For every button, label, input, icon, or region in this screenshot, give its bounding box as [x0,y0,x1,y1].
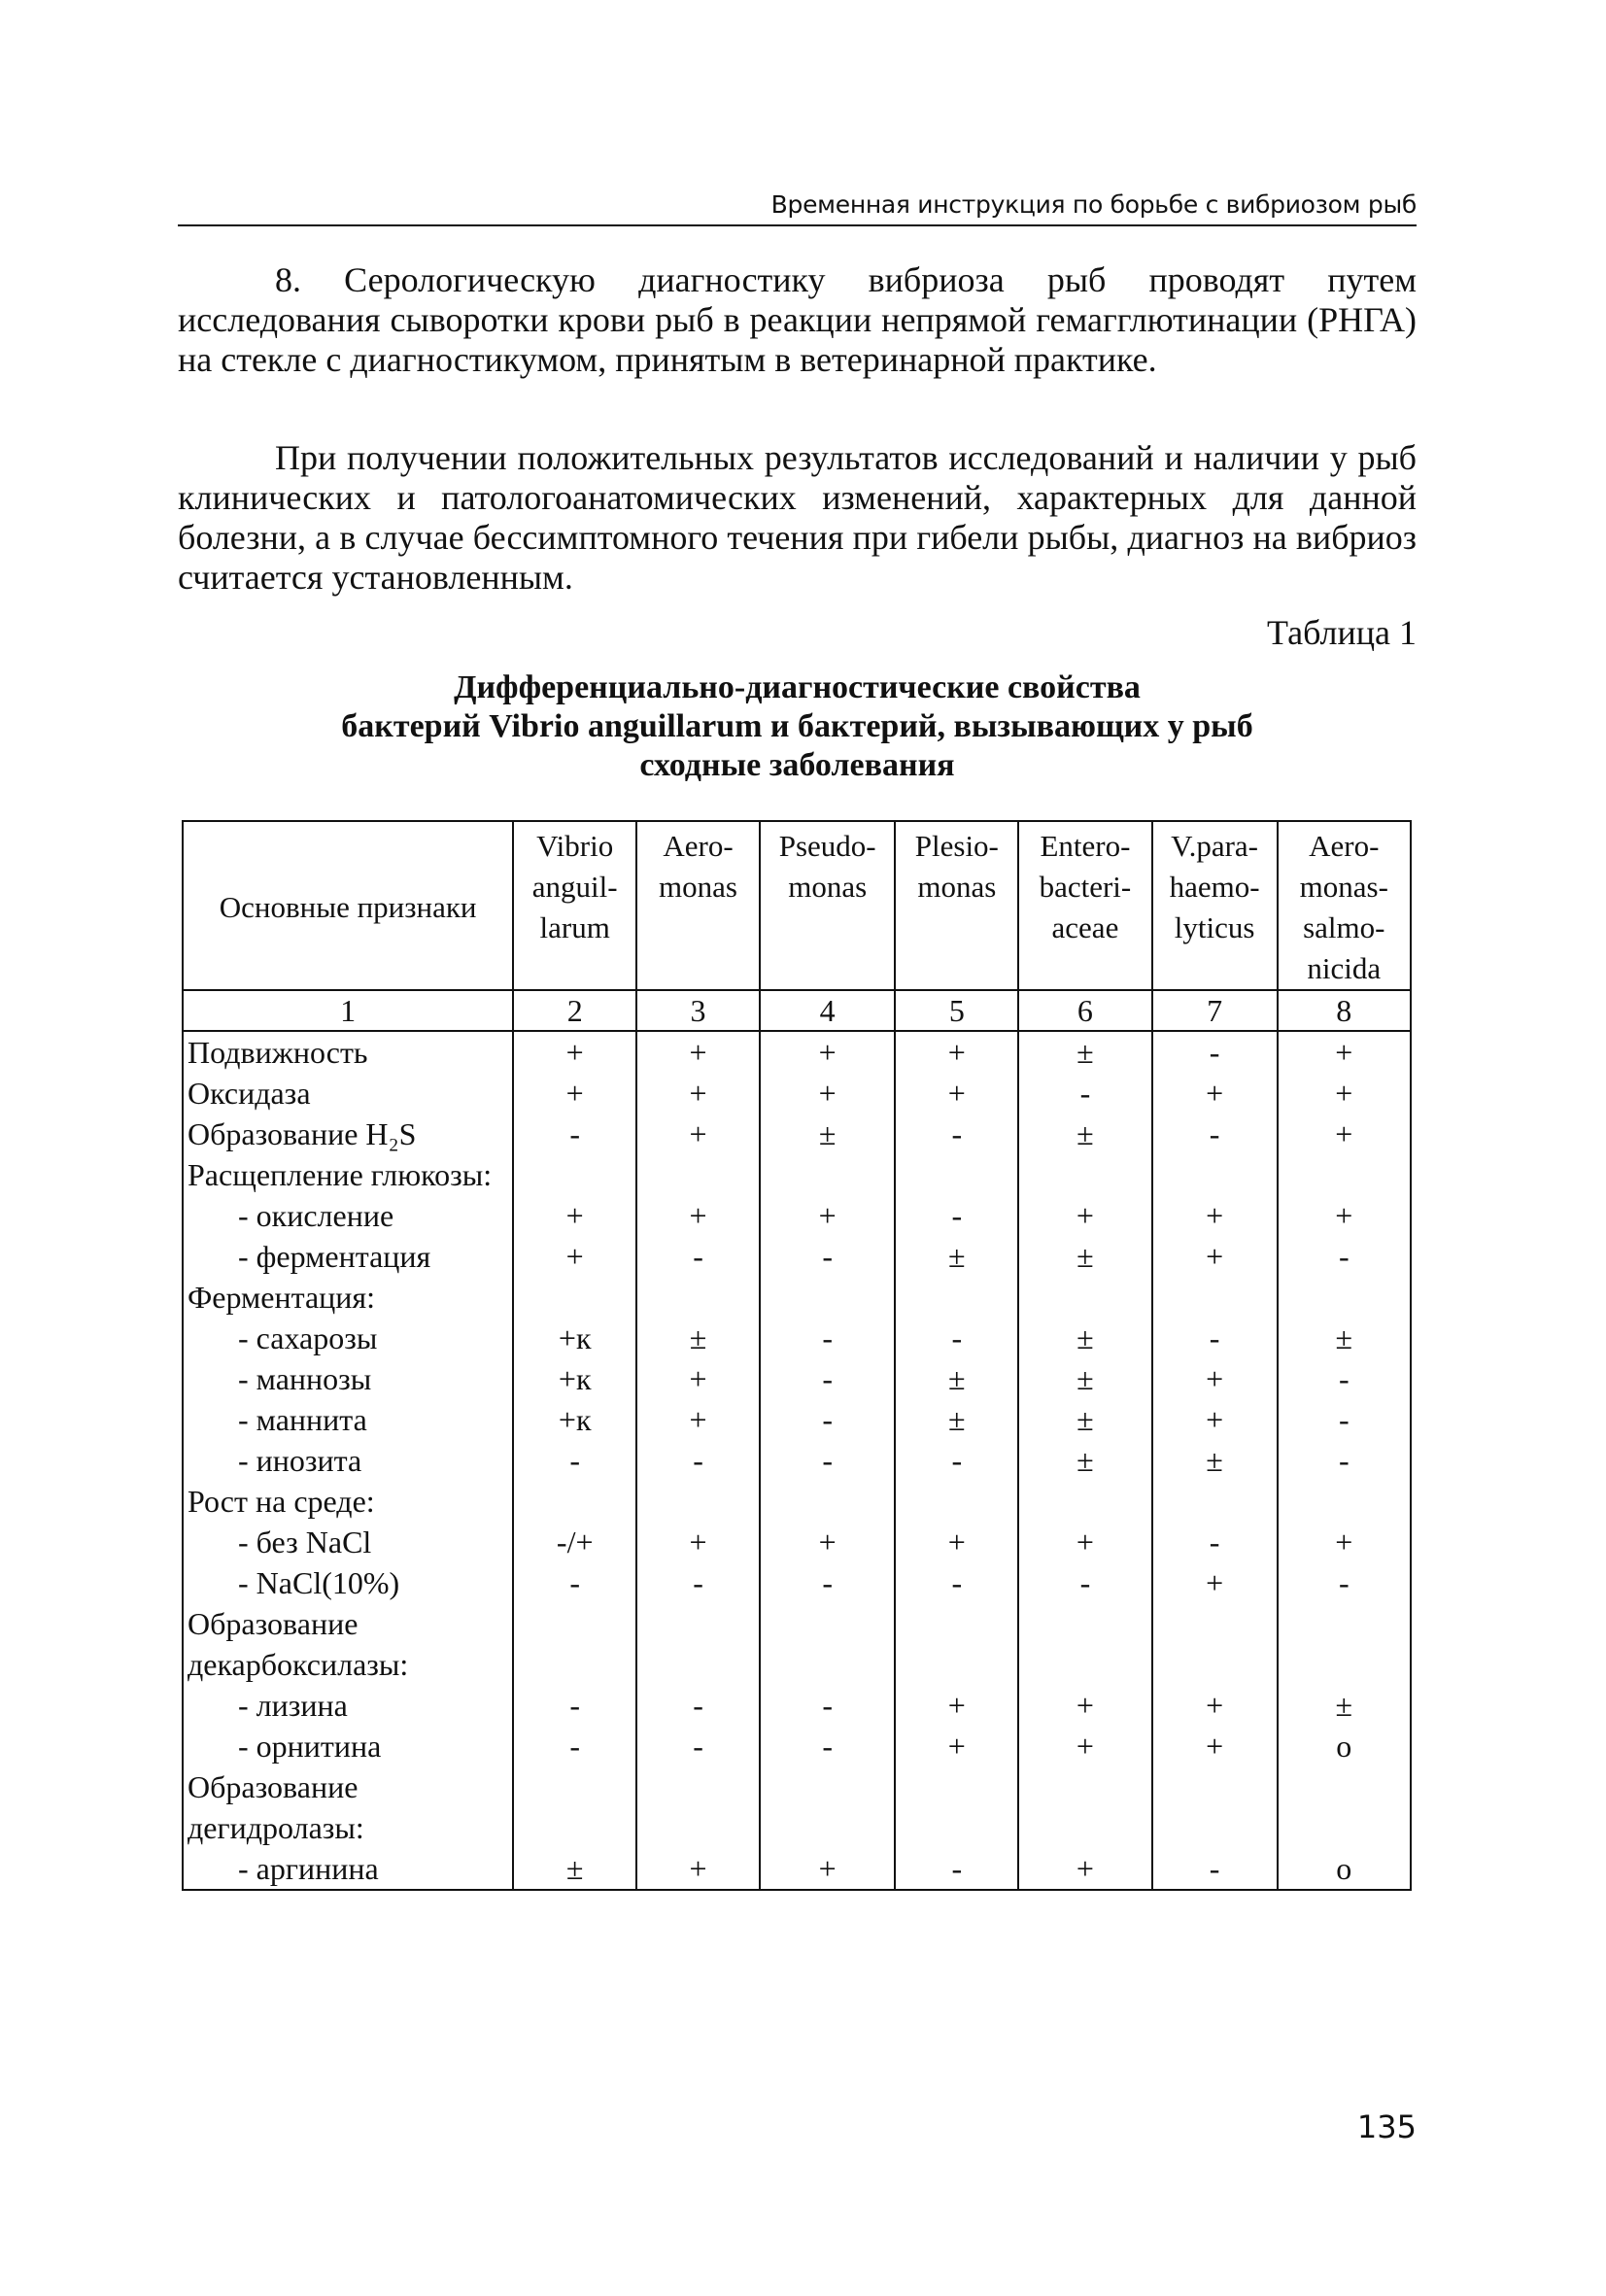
table-cell: - [636,1562,760,1603]
table-cell [895,1154,1018,1195]
table-cell: - [513,1685,636,1726]
table-cell: + [636,1073,760,1114]
table-cell [1278,1481,1411,1522]
table-cell: - [1152,1522,1278,1562]
table-cell: ± [760,1114,896,1154]
table-cell: + [895,1522,1018,1562]
row-label: - орнитина [183,1726,513,1766]
table-cell: ± [1278,1318,1411,1358]
table-cell: ± [1018,1318,1151,1358]
column-header: Aero-monas [636,821,760,990]
row-label: - NaCl(10%) [183,1562,513,1603]
table-cell: - [760,1318,896,1358]
table-title-line: сходные заболевания [639,747,955,783]
table-cell: + [760,1848,896,1890]
table-row [183,1154,1411,1195]
column-number: 8 [1278,990,1411,1031]
table-cell: + [895,1726,1018,1766]
row-label: - маннозы [183,1358,513,1399]
row-label: Оксидаза [183,1073,513,1114]
column-number: 1 [183,990,513,1031]
table-cell [513,1766,636,1848]
table-cell: - [760,1440,896,1481]
table-cell: + [1018,1195,1151,1236]
row-label: - маннита [183,1399,513,1440]
column-header: Aero-monas-salmo-nicida [1278,821,1411,990]
table-cell: - [895,1318,1018,1358]
row-label: - лизина [183,1685,513,1726]
column-header: Entero-bacteri-aceae [1018,821,1151,990]
table-cell: - [1018,1562,1151,1603]
table-row [183,1726,1411,1766]
table-cell [636,1154,760,1195]
table-cell: ± [1018,1440,1151,1481]
column-number: 5 [895,990,1018,1031]
table-cell: ± [1018,1399,1151,1440]
table-cell: - [760,1685,896,1726]
table-cell [760,1277,896,1318]
table-cell: - [1018,1073,1151,1114]
table-cell [1278,1766,1411,1848]
table-cell: ± [895,1399,1018,1440]
table-cell: + [1278,1114,1411,1154]
table-cell: - [895,1562,1018,1603]
table-cell: - [636,1685,760,1726]
table-cell [1152,1481,1278,1522]
table-cell: + [1152,1726,1278,1766]
paragraph-text: 8. Серологическую диагностику вибриоза рыб проводят путем исследования сыворотки крови рыб в реакции непрямой гемагглютинации (РНГА) на стекле с диагностикумом, принятым в ветеринарной практике. [178,260,1417,379]
table-row [183,1848,1411,1890]
table-cell: +к [513,1399,636,1440]
table-cell: + [1018,1726,1151,1766]
table-cell: - [1152,1318,1278,1358]
table-cell: - [1152,1031,1278,1073]
table-cell: + [636,1522,760,1562]
row-label: Образование декарбоксилазы: [183,1603,513,1685]
table-cell: +к [513,1358,636,1399]
table-cell: + [636,1114,760,1154]
table-cell: + [513,1073,636,1114]
table-cell [636,1481,760,1522]
table-title-line: бактерий Vibrio anguillarum и бактерий, вызывающих у рыб [341,708,1253,744]
table-cell: - [1278,1236,1411,1277]
table-cell: - [1152,1114,1278,1154]
row-label: - окисление [183,1195,513,1236]
column-number: 7 [1152,990,1278,1031]
table-row [183,1114,1411,1154]
table-cell [760,1154,896,1195]
table-cell: - [636,1236,760,1277]
row-label: - аргинина [183,1848,513,1890]
table-cell: -/+ [513,1522,636,1562]
table-cell: - [1152,1848,1278,1890]
table-cell: + [760,1195,896,1236]
table-cell: ± [1018,1114,1151,1154]
table-body [183,1031,1411,1890]
table-cell: + [1278,1522,1411,1562]
table-cell: - [760,1726,896,1766]
table-cell [636,1766,760,1848]
table-cell [760,1603,896,1685]
row-label: Подвижность [183,1031,513,1073]
table-cell: ± [513,1848,636,1890]
table-cell: ± [1018,1358,1151,1399]
row-label: - без NaCl [183,1522,513,1562]
column-number: 3 [636,990,760,1031]
table-cell: + [1278,1195,1411,1236]
table-cell: ± [1152,1440,1278,1481]
table-cell: +к [513,1318,636,1358]
table-title [178,668,1417,785]
table-cell [1018,1277,1151,1318]
table-cell [513,1277,636,1318]
table-row [183,1685,1411,1726]
table-cell: + [1152,1358,1278,1399]
table-cell: - [760,1358,896,1399]
table-cell: ± [895,1236,1018,1277]
table-cell [513,1481,636,1522]
row-label: Рост на среде: [183,1481,513,1522]
table-cell: + [636,1358,760,1399]
table-cell: ± [895,1358,1018,1399]
table-cell: + [1278,1073,1411,1114]
table-cell: - [760,1236,896,1277]
table-cell: + [1152,1236,1278,1277]
table-cell [895,1603,1018,1685]
column-number: 6 [1018,990,1151,1031]
table-cell: ± [636,1318,760,1358]
table-row [183,1236,1411,1277]
table-cell: + [513,1236,636,1277]
table-cell: + [513,1031,636,1073]
table-cell [636,1277,760,1318]
table-cell: + [636,1399,760,1440]
table-cell: + [760,1073,896,1114]
table-cell: + [760,1522,896,1562]
table-cell: о [1278,1726,1411,1766]
column-header: Основные признаки [183,821,513,990]
table-cell [1278,1154,1411,1195]
table-cell [1018,1766,1151,1848]
table-cell: + [1152,1685,1278,1726]
table-cell: ± [1278,1685,1411,1726]
table-cell: + [1152,1562,1278,1603]
table-cell: + [760,1031,896,1073]
table-cell: - [636,1440,760,1481]
column-header: Vibrio anguil-larum [513,821,636,990]
table-cell: + [1018,1522,1151,1562]
table-cell [895,1481,1018,1522]
table-header-row [183,821,1411,990]
row-label: Расщепление глюкозы: [183,1154,513,1195]
paragraph-diagnosis [178,438,1417,598]
paragraph-serology [178,260,1417,380]
table-cell: ± [1018,1031,1151,1073]
table-cell: - [760,1562,896,1603]
column-header: Pseudo-monas [760,821,896,990]
table-title-line: Дифференциально-диагностические свойства [454,669,1141,705]
page-number: 135 [1356,2108,1417,2145]
table-cell: + [895,1073,1018,1114]
table-row [183,1399,1411,1440]
table-cell [1018,1481,1151,1522]
table-cell: - [513,1726,636,1766]
table-cell: - [513,1562,636,1603]
column-header: Plesio-monas [895,821,1018,990]
table-cell: - [1278,1358,1411,1399]
table-cell [1278,1603,1411,1685]
table-row [183,1481,1411,1522]
table-row [183,1277,1411,1318]
table-cell: + [895,1685,1018,1726]
table-row [183,1440,1411,1481]
table-row [183,1073,1411,1114]
paragraph-text: При получении положительных результатов исследований и наличии у рыб клинических и патологоанатомических изменений, характерных для данной болезни, а в случае бессимптомного течения при гибели рыбы, диагноз на вибриоз считается установленным. [178,438,1417,597]
table-cell: о [1278,1848,1411,1890]
table-cell [895,1277,1018,1318]
table-cell [895,1766,1018,1848]
column-number: 2 [513,990,636,1031]
table-cell [1278,1277,1411,1318]
table-cell: - [636,1726,760,1766]
column-header: V.para-haemo-lyticus [1152,821,1278,990]
table-cell: ± [1018,1236,1151,1277]
differential-diagnostic-table [182,820,1412,1891]
table-cell: + [636,1031,760,1073]
running-header: Временная инструкция по борьбе с вибриозом рыб [178,190,1417,226]
row-label: - ферментация [183,1236,513,1277]
row-label: Образование дегидролазы: [183,1766,513,1848]
table-cell [1018,1154,1151,1195]
table-row [183,1603,1411,1685]
table-cell [513,1154,636,1195]
table-cell: + [513,1195,636,1236]
table-cell: + [636,1848,760,1890]
table-cell: + [895,1031,1018,1073]
table-cell [1018,1603,1151,1685]
table-label: Таблица 1 [1267,613,1417,652]
table-cell [760,1766,896,1848]
table-row [183,1562,1411,1603]
table-cell: - [513,1114,636,1154]
table-row [183,1766,1411,1848]
table-cell: - [1278,1440,1411,1481]
table-number-row [183,990,1411,1031]
table-cell: - [895,1195,1018,1236]
table-cell [1152,1154,1278,1195]
table-cell [1152,1277,1278,1318]
table-row [183,1031,1411,1073]
table-cell: - [1278,1399,1411,1440]
table-row [183,1195,1411,1236]
table-cell: + [1152,1399,1278,1440]
table-cell: + [636,1195,760,1236]
row-label: - инозита [183,1440,513,1481]
table-cell [760,1481,896,1522]
table-cell: - [895,1848,1018,1890]
row-label: Ферментация: [183,1277,513,1318]
table-cell: - [513,1440,636,1481]
row-label: - сахарозы [183,1318,513,1358]
table-cell: + [1018,1848,1151,1890]
table-cell: - [895,1114,1018,1154]
table-cell: - [760,1399,896,1440]
table-cell [1152,1603,1278,1685]
table-cell: + [1152,1195,1278,1236]
table-cell: + [1018,1685,1151,1726]
table-cell: + [1152,1073,1278,1114]
table-cell [1152,1766,1278,1848]
table-cell: + [1278,1031,1411,1073]
column-number: 4 [760,990,896,1031]
table-cell: - [895,1440,1018,1481]
table-cell [513,1603,636,1685]
row-label: Образование H₂S [183,1114,513,1154]
table-cell: - [1278,1562,1411,1603]
table-row [183,1358,1411,1399]
table-row [183,1522,1411,1562]
table-cell [636,1603,760,1685]
table-row [183,1318,1411,1358]
